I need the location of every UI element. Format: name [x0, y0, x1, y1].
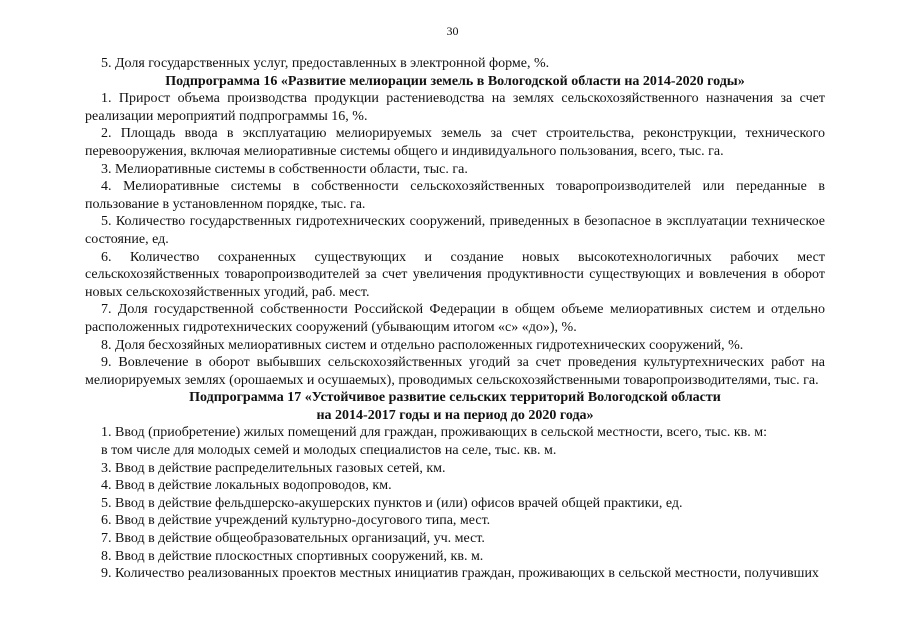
paragraph: 5. Доля государственных услуг, предоставленных в электронной форме, %.: [101, 56, 550, 71]
subprogram-16-heading: Подпрограмма 16 «Развитие мелиорации земель в Вологодской области на 2014-2020 годы»: [165, 73, 745, 89]
page-number: 30: [446, 24, 459, 38]
list-item: 6. Ввод в действие учреждений культурно-досугового типа, мест.: [101, 513, 491, 529]
list-item: в том числе для молодых семей и молодых специалистов на селе, тыс. кв. м.: [101, 443, 557, 459]
list-item: 4. Мелиоративные системы в собственности сельскохозяйственных товаропроизводителей или переданные в пользование в установленном порядке, тыс. га.: [85, 179, 825, 212]
list-item: 1. Ввод (приобретение) жилых помещений для граждан, проживающих в сельской местности, всего, тыс. кв. м:: [101, 425, 767, 441]
list-item: 9. Количество реализованных проектов местных инициатив граждан, проживающих в сельской местности, получивших: [101, 566, 819, 582]
list-item: 8. Ввод в действие плоскостных спортивных сооружений, кв. м.: [101, 548, 484, 564]
list-item: 3. Мелиоративные системы в собственности области, тыс. га.: [101, 161, 468, 177]
list-item: 9. Вовлечение в оборот выбывших сельскохозяйственных угодий за счет проведения культуртехнических работ на мелиорируемых землях (орошаемых и осушаемых), проводимых сельскохозяйственными товаропроизводителями, тыс. га.: [85, 355, 825, 388]
list-item: 6. Количество сохраненных существующих и создание новых высокотехнологичных рабочих мест сельскохозяйственных товаропроизводителей за счет увеличения продуктивности существующих и вовлечения в оборот новых сельскохозяйственных угодий, раб. мест.: [85, 249, 825, 300]
list-item: 7. Ввод в действие общеобразовательных организаций, уч. мест.: [101, 531, 485, 547]
list-item: 8. Доля бесхозяйных мелиоративных систем и отдельно расположенных гидротехнических сооружений, %.: [101, 337, 744, 353]
subprogram-17-heading: [85, 389, 825, 424]
list-item: 5. Количество государственных гидротехнических сооружений, приведенных в безопасное в эксплуатации техническое состояние, ед.: [85, 214, 825, 247]
subprogram-17-heading-line1: Подпрограмма 17 «Устойчивое развитие сельских территорий Вологодской области: [189, 390, 721, 406]
list-item: 4. Ввод в действие локальных водопроводов, км.: [101, 478, 392, 494]
list-item: 1. Прирост объема производства продукции растениеводства на землях сельскохозяйственного назначения за счет реализации мероприятий подпрограммы 16, %.: [85, 91, 825, 124]
document-body: [85, 55, 825, 583]
list-item: 5. Ввод в действие фельдшерско-акушерских пунктов и (или) офисов врачей общей практики, ед.: [101, 495, 683, 511]
list-item: 3. Ввод в действие распределительных газовых сетей, км.: [101, 460, 446, 476]
list-item: 7. Доля государственной собственности Российской Федерации в общем объеме мелиоративных систем и отдельно расположенных гидротехнических сооружений (убывающим итогом «с» «до»), %.: [85, 302, 825, 335]
subprogram-17-heading-line2: на 2014-2017 годы и на период до 2020 года»: [316, 407, 594, 423]
list-item: 2. Площадь ввода в эксплуатацию мелиорируемых земель за счет строительства, реконструкции, технического перевооружения, включая мелиоративные системы общего и индивидуального пользования, всего, тыс. га.: [85, 126, 825, 159]
